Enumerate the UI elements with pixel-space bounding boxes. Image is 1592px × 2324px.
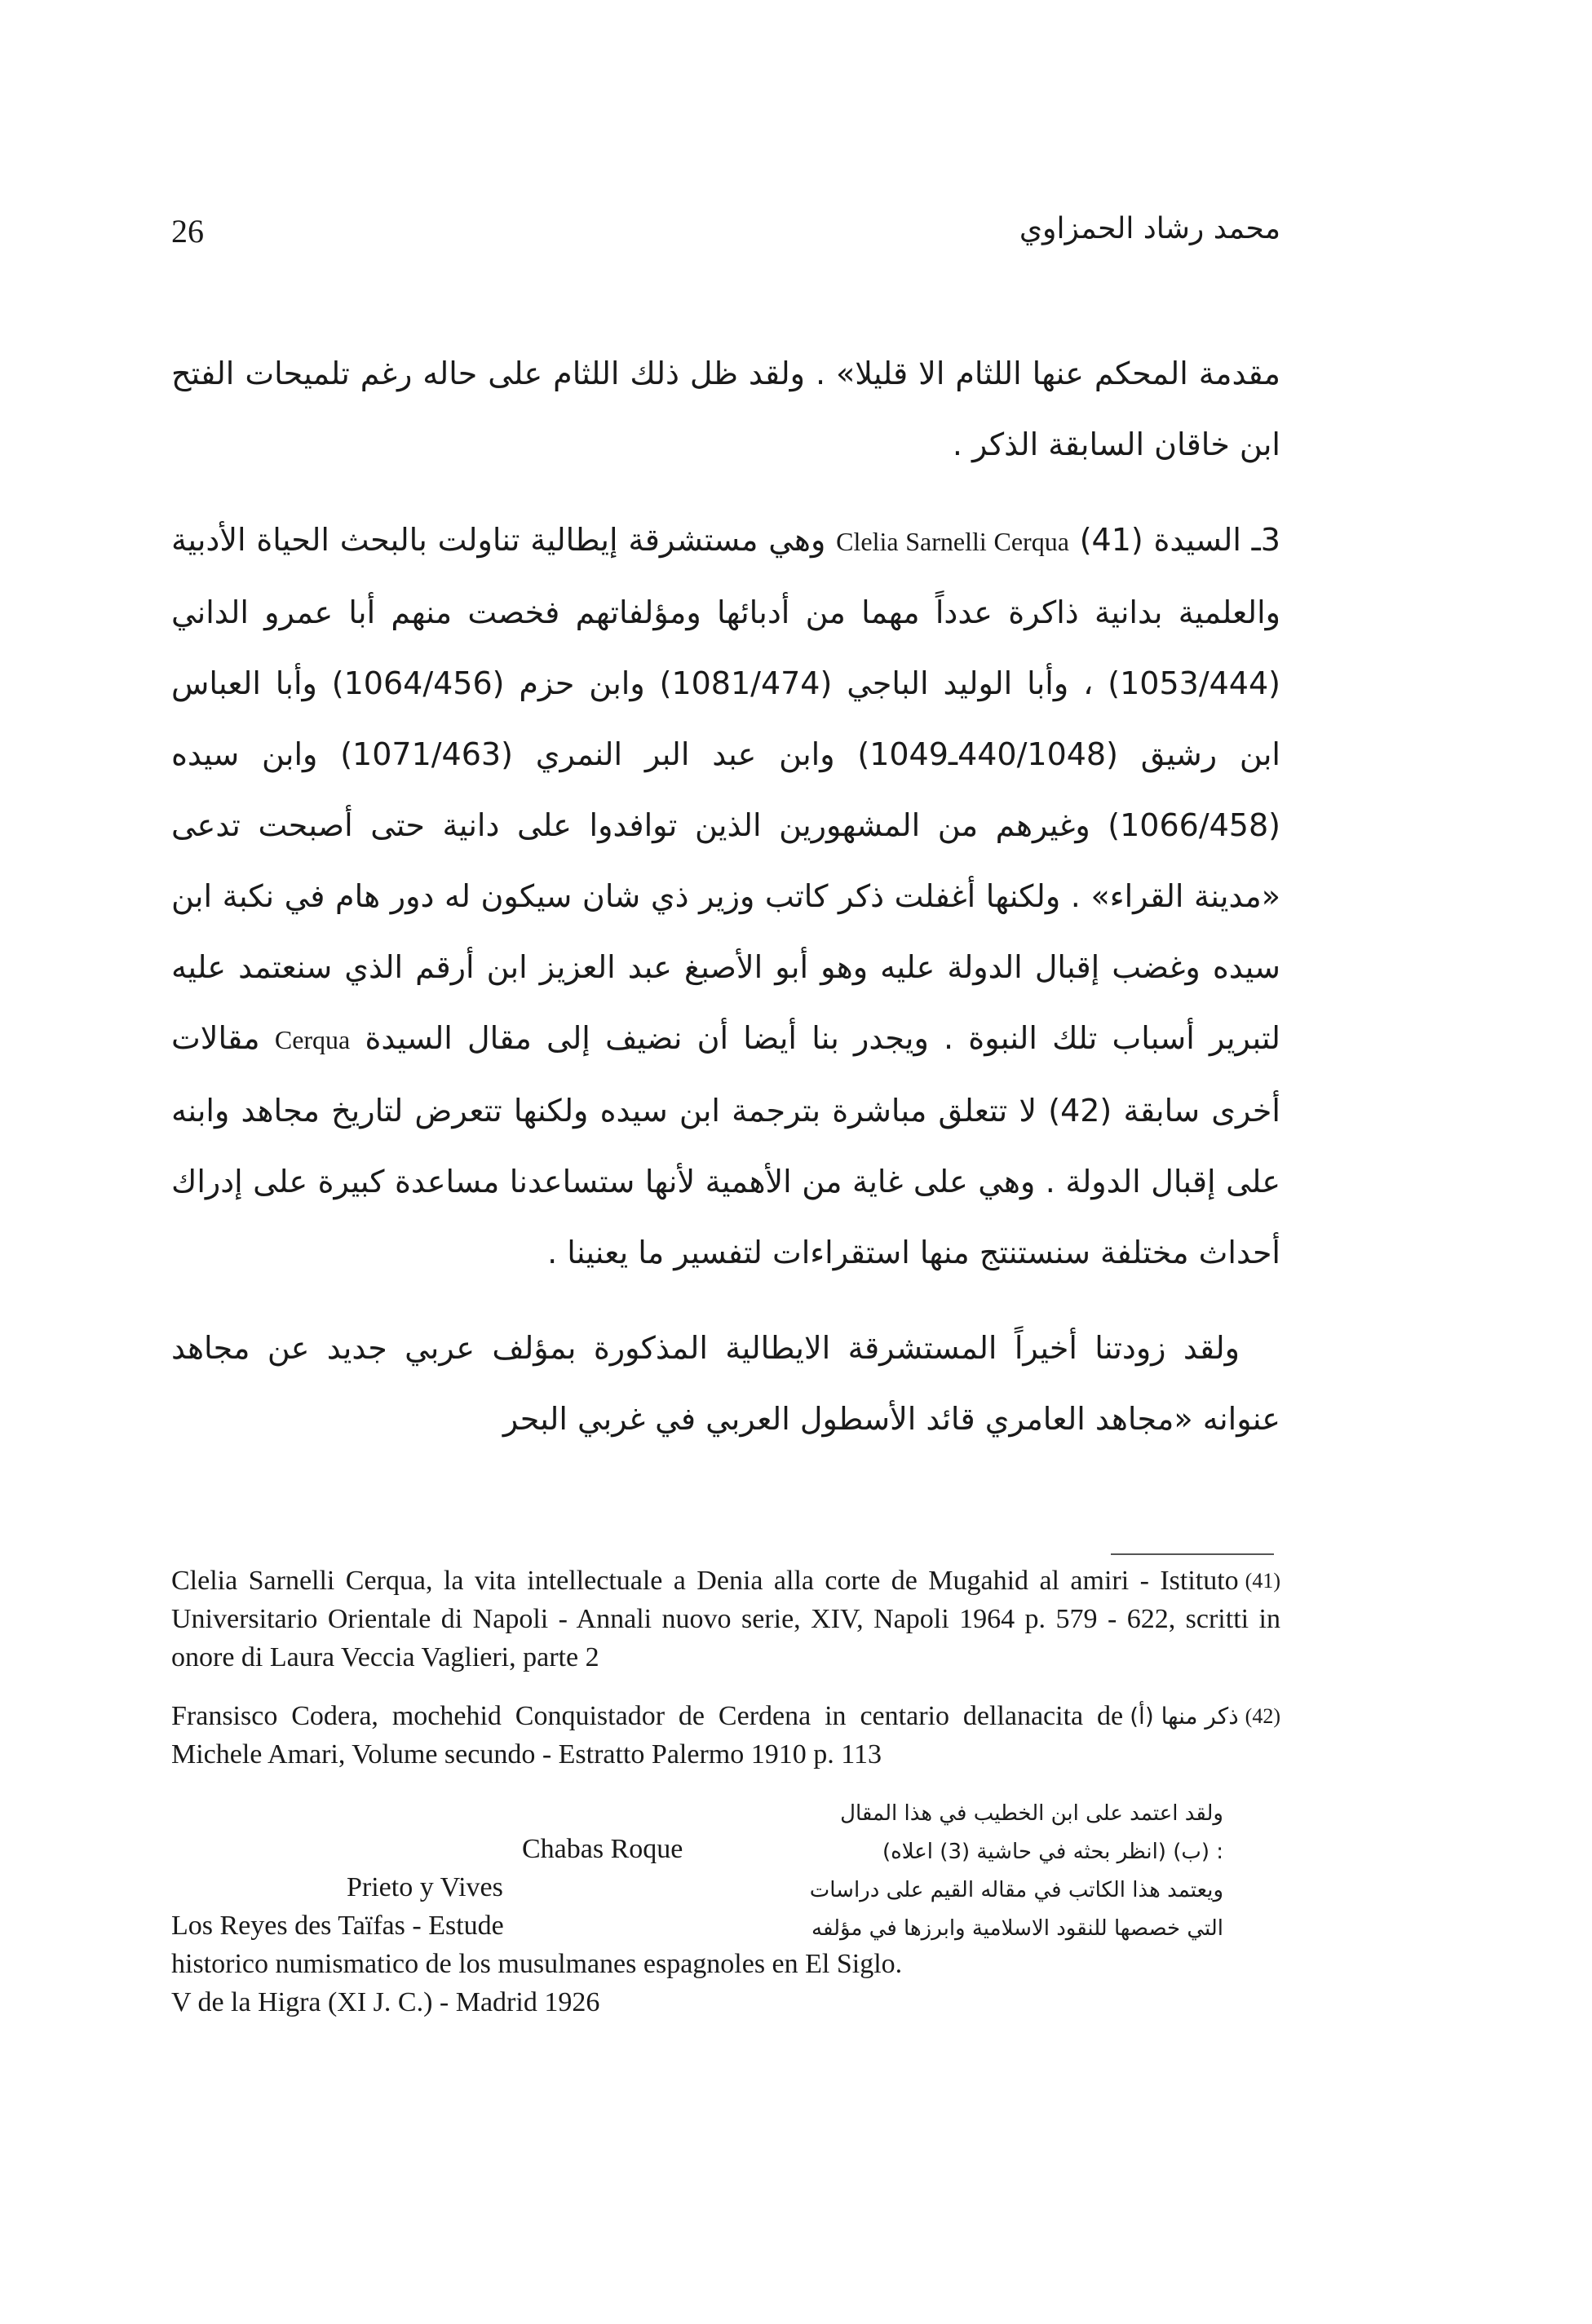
subnote-d [171, 1906, 1280, 1945]
footnote-42 [171, 1697, 1280, 1774]
running-head: محمد رشاد الحمزاوي [1019, 212, 1280, 245]
subnote-b-latin: Chabas Roque [522, 1834, 683, 1864]
subnote-b-arabic: : (ب) (انظر بحثه في حاشية (3) اعلاه) [882, 1840, 1223, 1864]
footnote-41-text: Clelia Sarnelli Cerqua, la vita intellectuale a Denia alla corte de Mugahid al amiri - Istituto Universitario Orientale di Napoli - Annali nuovo serie, XIV, Napoli 1964 p. 579 - 622, scritti in onore di Laura Veccia Vaglieri, parte 2 [171, 1566, 1280, 1672]
subnote-c-arabic: ويعتمد هذا الكاتب في مقاله القيم على دراسات [809, 1878, 1223, 1902]
subnote-a-arabic: ولقد اعتمد على ابن الخطيب في هذا المقال [840, 1801, 1223, 1826]
footnote-divider [1111, 1553, 1274, 1555]
paragraph-2-lead: 3ـ السيدة [1153, 522, 1280, 558]
footnote-42-marker: (42) [1245, 1704, 1280, 1728]
subnote-c-latin: Prieto y Vives [347, 1872, 503, 1902]
subnote-b [171, 1830, 1280, 1868]
page-header [171, 212, 1280, 261]
footnotes [171, 1562, 1280, 2021]
paragraph-2 [171, 505, 1280, 1288]
subnote-d-arabic: التي خصصها للنقود الاسلامية وابرزها في مؤلفه [811, 1916, 1223, 1941]
page-number: 26 [171, 213, 204, 250]
subnote-a [171, 1792, 1280, 1830]
main-text [171, 338, 1280, 1455]
paragraph-2-name2: Cerqua [274, 1025, 351, 1054]
paragraph-3: ولقد زودتنا أخيراً المستشرقة الايطالية المذكورة بمؤلف عربي جديد عن مجاهد عنوانه «مجاهد العامري قائد الأسطول العربي في غربي البحر [171, 1330, 1280, 1437]
subnote-d-latin: Los Reyes des Taïfas - Estude [171, 1911, 504, 1941]
paragraph-2-text: (41) وهي مستشرقة إيطالية تناولت بالبحث الحياة الأدبية والعلمية بدانية ذاكرة عدداً مهما من أدبائها ومؤلفاتهم فخصت منهم أبا عمرو الداني (1053/444) ، وأبا الوليد الباجي (1081/474) وابن حزم (1064/456) وأبا العباس ابن رشيق (440/1048ـ1049) وابن عبد البر النمري (1071/463) وابن سيده (1066/458) وغيرهم من المشهورين الذين توافدوا على دانية حتى أصبحت تدعى «مدينة القراء» . ولكنها أغفلت ذكر كاتب وزير ذي شان سيكون له دور هام في نكبة ابن سيده وغضب إقبال الدولة عليه وهو أبو الأصبغ عبد العزيز ابن أرقم الذي سنعتمد عليه لتبرير أسباب تلك النبوة . ويجدر بنا أيضا أن نضيف إلى مقال السيدة [171, 522, 1280, 1056]
footnote-42-text: Fransisco Codera, mochehid Conquistador de Cerdena in centario dellanacita de Michele Amari, Volume secundo - Estratto Palermo 1910 p. 113 [171, 1701, 1124, 1770]
paragraph-2-name: Clelia Sarnelli Cerqua [836, 527, 1069, 556]
footnote-42-subnotes [171, 1792, 1280, 2021]
footnote-41-marker: (41) [1245, 1569, 1280, 1593]
subnote-e: historico numismatico de los musulmanes espagnoles en El Siglo. [171, 1949, 903, 1979]
footnote-42-arabic: ذكر منها (أ) [1130, 1703, 1239, 1730]
subnote-c [171, 1868, 1280, 1906]
paragraph-2-text2: مقالات أخرى سابقة (42) لا تتعلق مباشرة بترجمة ابن سيده ولكنها تتعرض لتاريخ مجاهد وابنه على إقبال الدولة . وهي على غاية من الأهمية لأنها ستساعدنا مساعدة كبيرة على إدراك أحداث مختلفة سنستنتج منها استقراءات لتفسير ما يعنينا . [171, 1020, 1280, 1270]
footnote-41 [171, 1562, 1280, 1677]
paragraph-1: مقدمة المحكم عنها اللثام الا قليلا» . ولقد ظل ذلك اللثام على حاله رغم تلميحات الفتح ابن خاقان السابقة الذكر . [171, 356, 1280, 462]
subnote-f: V de la Higra (XI J. C.) - Madrid 1926 [171, 1987, 600, 2017]
